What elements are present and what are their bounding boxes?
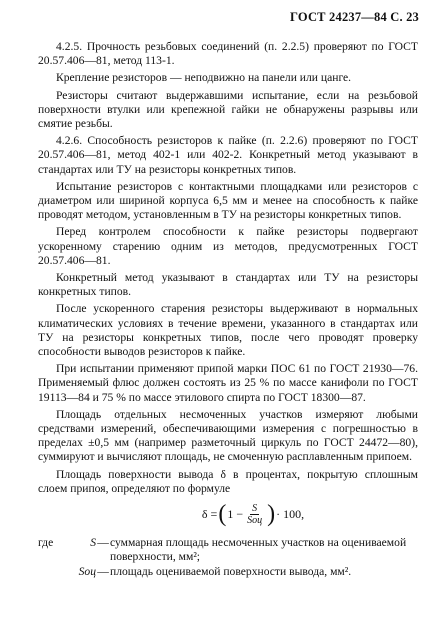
document-body <box>38 40 418 579</box>
formula-numerator: S <box>252 502 258 514</box>
paragraph: Конкретный метод указывают в стандартах или ТУ на резисторы конкретных типов. <box>38 271 418 299</box>
formula-rhs: · 100, <box>276 506 305 521</box>
definition-text: площадь оцениваемой поверхности вывода, мм². <box>110 564 352 578</box>
paragraph: Крепление резисторов — неподвижно на панели или цанге. <box>56 71 352 85</box>
page-header: ГОСТ 24237—84 С. 23 <box>290 10 419 24</box>
paragraph: Площадь отдельных несмоченных участков измеряют любыми средствами измерений, обеспечивающими измерения с погрешностью в пределах ±0,5 мм (например разметочный циркуль по ГОСТ 24472—80), суммируют и вычисляют площадь, не смоченную расплавленным припоем. <box>38 407 418 464</box>
formula-close-paren: ) <box>267 501 276 528</box>
paragraph: После ускоренного старения резисторы выдерживают в нормальных климатических условиях в течение времени, указанного в стандартах или ТУ на резисторы конкретных типов, после чего проводят проверку способности выводов резисторов к пайке. <box>38 302 418 359</box>
definitions-spacer <box>38 565 76 579</box>
paragraph: Испытание резисторов с контактными площадками или резисторов с диаметром или шириной корпуса 6,5 мм и менее на способность к пайке проводят методом, установленным в ТУ на резисторы конкретных типов. <box>38 179 418 222</box>
formula-denominator: Sоц <box>247 514 263 526</box>
paragraph: Площадь поверхности вывода δ в процентах, покрытую сплошным слоем припоя, определяют по формуле <box>38 467 418 495</box>
paragraph: 4.2.5. Прочность резьбовых соединений (п. 2.2.5) проверяют по ГОСТ 20.57.406—81, метод 113-1. <box>38 40 418 68</box>
definition-row <box>38 536 418 564</box>
definitions-where: где <box>38 536 54 550</box>
definitions <box>38 536 418 579</box>
formula-fraction <box>245 503 264 526</box>
formula <box>88 502 418 526</box>
definition-dash: — <box>97 536 109 550</box>
definition-symbol: Sоц <box>78 564 96 578</box>
definition-symbol: S <box>90 536 96 550</box>
paragraph: 4.2.6. Способность резисторов к пайке (п. 2.2.6) проверяют по ГОСТ 20.57.406—81, метод 402-1 или 402-2. Конкретный метод указывают в стандартах или ТУ на резисторы конкретных типов. <box>38 134 418 176</box>
paragraph: При испытании применяют припой марки ПОС 61 по ГОСТ 21930—76. Применяемый флюс должен состоять из 25 % по массе канифоли по ГОСТ 19113—84 и 75 % по массе этилового спирта по ГОСТ 18300—87. <box>38 362 418 404</box>
definition-text: суммарная площадь несмоченных участков на оцениваемой поверхности, мм²; <box>110 536 407 564</box>
formula-open-paren: ( <box>218 501 227 528</box>
formula-one-minus: 1 − <box>227 506 244 521</box>
formula-lhs: δ = <box>201 506 218 521</box>
definition-dash: — <box>97 564 109 578</box>
definition-row <box>38 565 418 579</box>
paragraph: Перед контролем способности к пайке резисторы подвергают ускоренному старению одним из методов, предусмотренных ГОСТ 20.57.406—81. <box>38 225 418 267</box>
paragraph: Резисторы считают выдержавшими испытание, если на резьбовой поверхности втулки или крепежной гайки не обнаружены разрывы или смятие резьбы. <box>38 88 418 131</box>
